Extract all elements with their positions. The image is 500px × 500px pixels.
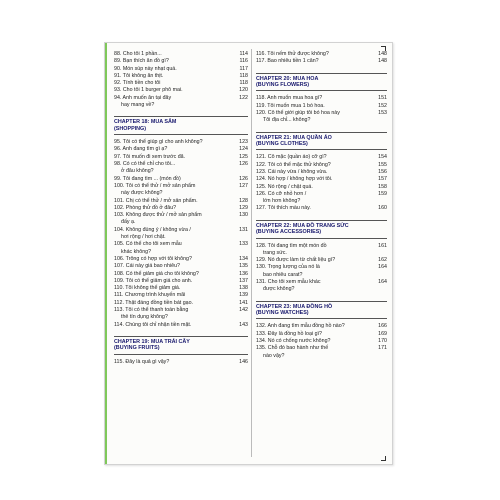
chapter-title-vi: CHAPTER 23: MUA ĐỒNG HỒ	[256, 303, 333, 310]
entry-title: 116. Tôi nếm thử được không?	[256, 51, 329, 57]
entry-title: 130. Trọng lượng của nó là	[256, 264, 320, 271]
chapter-heading	[256, 73, 387, 92]
page-number: 116	[239, 58, 248, 65]
page-number: 125	[239, 153, 248, 160]
toc-entry[interactable]	[114, 87, 248, 94]
entry-title: 115. Đây là quả gì vậy?	[114, 358, 170, 365]
page-number: 114	[239, 51, 248, 57]
chapter-title-vi: CHAPTER 21: MUA QUẦN ÁO	[256, 134, 332, 141]
entry-title: 131. Cho tôi xem mẫu khác	[256, 279, 321, 286]
toc-entry[interactable]	[114, 292, 248, 299]
toc-entry[interactable]	[256, 345, 387, 360]
entry-title: 95. Tôi có thể giúp gì cho anh không?	[114, 139, 203, 146]
chapter-title-en: (BUYING WATCHES)	[256, 310, 309, 317]
page-number: 152	[378, 102, 387, 109]
page-number: 137	[239, 277, 248, 284]
entry-title: 104. Không đúng ý / không vừa /	[114, 226, 191, 233]
toc-entry[interactable]	[114, 66, 248, 73]
entry-title-continued: ở đâu không?	[121, 168, 154, 175]
page-number: 161	[378, 242, 387, 249]
page-number: 120	[239, 87, 248, 94]
entry-title: 105. Có thể cho tôi xem mẫu	[114, 241, 182, 248]
toc-entry[interactable]	[256, 169, 387, 176]
toc-entry[interactable]	[114, 183, 248, 198]
page-number: 136	[239, 270, 248, 277]
toc-entry[interactable]	[114, 241, 248, 256]
page-number: 153	[378, 110, 387, 116]
entry-title: 124. Nó hợp / không hợp với tôi.	[256, 176, 333, 183]
entry-title: 118. Anh muốn mua hoa gì?	[256, 95, 323, 102]
toc-entry[interactable]	[114, 285, 248, 292]
page-number: 164	[378, 264, 387, 271]
entry-title: 94. Anh muốn ăn tại đây	[114, 94, 172, 101]
entry-title: 101. Chị có thể thử / mở sản phẩm.	[114, 197, 198, 204]
page-number: 118	[239, 80, 248, 87]
toc-entry[interactable]	[256, 103, 387, 110]
page-number: 169	[378, 330, 387, 337]
toc-entry[interactable]	[256, 243, 387, 258]
page-number: 148	[378, 51, 387, 57]
page-number: 158	[378, 183, 387, 190]
chapter-title-en: (BUYING ACCESSORIES)	[256, 229, 322, 236]
page-number: 139	[239, 292, 248, 299]
page-number: 118	[239, 72, 248, 79]
page-number: 148	[378, 58, 387, 65]
entry-title-continued: hơi rộng / hơi chật.	[121, 234, 166, 241]
toc-entry[interactable]	[256, 95, 387, 102]
page-number: 141	[239, 299, 248, 306]
toc-entry[interactable]	[114, 51, 248, 58]
page-number: 146	[239, 358, 248, 365]
entry-title: 100. Tôi có thể thử / mở sản phẩm	[114, 182, 196, 189]
toc-entry[interactable]	[256, 323, 387, 330]
entry-title: 98. Có có thể chỉ cho tôi...	[114, 161, 176, 168]
page-number: 164	[378, 279, 387, 286]
entry-title: 119. Tôi muốn mua 1 bó hoa.	[256, 102, 325, 109]
entry-title: 125. Nó rộng / chật quá.	[256, 183, 313, 190]
toc-entry[interactable]	[114, 154, 248, 161]
entry-title: 129. Nó được làm từ chất liệu gì?	[256, 257, 336, 264]
toc-entry[interactable]	[256, 110, 387, 125]
entry-title: 128. Tôi đang tìm một món đồ	[256, 242, 327, 249]
chapter-heading	[114, 336, 248, 355]
page-number: 155	[378, 161, 387, 168]
toc-entry[interactable]	[256, 154, 387, 161]
entry-title: 135. Chỗ đó bao hành như thế	[256, 345, 329, 352]
page-number: 142	[239, 307, 248, 314]
page-number: 160	[378, 205, 387, 212]
entry-title: 127. Tôi thích màu này.	[256, 205, 311, 212]
toc-entry[interactable]	[256, 162, 387, 169]
page-number: 133	[239, 241, 248, 248]
entry-title-continued: này được không?	[121, 190, 163, 197]
page-number: 129	[239, 204, 248, 211]
entry-title-continued: hay mang về?	[121, 102, 155, 109]
toc-entry[interactable]	[114, 307, 248, 322]
chapter-heading	[256, 301, 387, 320]
toc-entry[interactable]	[256, 176, 387, 183]
entry-title: 91. Tôi không ăn thịt.	[114, 72, 164, 79]
page-number: 138	[239, 285, 248, 292]
chapter-title-vi: CHAPTER 19: MUA TRÁI CÂY	[114, 338, 190, 345]
toc-entry[interactable]	[256, 184, 387, 191]
chapter-heading	[256, 220, 387, 239]
toc-entry[interactable]	[114, 95, 248, 110]
toc-entry[interactable]	[114, 161, 248, 176]
page-number: 127	[239, 182, 248, 189]
entry-title-continued: được không?	[263, 286, 295, 293]
page-number: 162	[378, 257, 387, 264]
entry-title: 112. Thật đáng đồng tiền bát gạo.	[114, 299, 194, 306]
toc-entry[interactable]	[114, 271, 248, 278]
page-number: 130	[239, 212, 248, 219]
page-number: 134	[239, 255, 248, 262]
toc-entry[interactable]	[256, 205, 387, 212]
toc-entry[interactable]	[114, 139, 248, 146]
page-number: 128	[239, 197, 248, 204]
page-number: 123	[239, 139, 248, 146]
toc-entry[interactable]	[256, 279, 387, 294]
chapter-title-en: (BUYING FLOWERS)	[256, 82, 310, 88]
toc-entry[interactable]	[114, 256, 248, 263]
chapter-title-en: (BUYING FRUITS)	[114, 345, 160, 352]
toc-entry[interactable]	[256, 58, 387, 65]
toc-entry[interactable]	[114, 73, 248, 80]
toc-entry[interactable]	[114, 146, 248, 153]
entry-title: 111. Chương trình khuyến mãi	[114, 292, 186, 299]
page-number: 122	[239, 94, 248, 101]
entry-title: 121. Cô mặc (quần áo) cỡ gì?	[256, 154, 327, 161]
entry-title-continued: nào vậy?	[263, 352, 285, 359]
entry-title: 134. Nó có chống nước không?	[256, 338, 331, 345]
page-number: 159	[378, 190, 387, 197]
entry-title: 133. Đây là đồng hồ loại gì?	[256, 330, 322, 337]
entry-title-continued: bao nhiêu carat?	[263, 271, 303, 278]
entry-title: 126. Có cỡ nhỏ hơn /	[256, 190, 307, 197]
toc-entry[interactable]	[114, 80, 248, 87]
page-number: 135	[239, 263, 248, 270]
entry-title: 117. Bao nhiêu tiền 1 cân?	[256, 58, 319, 65]
page-number: 131	[239, 226, 248, 233]
entry-title: 109. Tôi có thể giảm giá cho anh.	[114, 277, 193, 284]
entry-title: 99. Tôi đang tìm ... (món đồ)	[114, 175, 181, 182]
chapter-title-en: (SHOPPING)	[114, 125, 147, 132]
entry-title: 107. Cái này giá bao nhiêu?	[114, 263, 180, 270]
entry-title: 110. Tôi không thể giảm giá.	[114, 285, 181, 292]
toc-entry[interactable]	[114, 227, 248, 242]
entry-title: 102. Phòng thử đồ ở đâu?	[114, 204, 177, 211]
entry-title: 132. Anh đang tìm mẫu đồng hồ nào?	[256, 323, 345, 330]
chapter-title-vi: CHAPTER 18: MUA SẮM	[114, 119, 177, 126]
toc-entry[interactable]	[114, 212, 248, 227]
entry-title: 114. Chúng tôi chỉ nhận tiền mặt.	[114, 321, 192, 328]
page-number: 126	[239, 175, 248, 182]
page-number: 126	[239, 161, 248, 168]
toc-entry[interactable]	[114, 176, 248, 183]
page-number: 154	[378, 154, 387, 161]
toc-entry[interactable]	[114, 263, 248, 270]
page-number: 143	[239, 321, 248, 328]
toc-right-column	[256, 51, 387, 360]
entry-title: 122. Tôi có thể mặc thử không?	[256, 161, 331, 168]
toc-entry[interactable]	[114, 58, 248, 65]
page-number: 124	[239, 146, 248, 153]
page-number: 170	[378, 338, 387, 345]
chapter-heading	[256, 132, 387, 151]
toc-entry[interactable]	[114, 359, 248, 366]
toc-entry[interactable]	[256, 331, 387, 338]
toc-left-column	[114, 51, 248, 366]
entry-title: 113. Tôi có thể thanh toán bằng	[114, 307, 189, 314]
entry-title-continued: Tôi địa chỉ... không?	[263, 117, 311, 124]
page-number: 166	[378, 323, 387, 330]
toc-entry[interactable]	[256, 191, 387, 206]
book-page	[104, 42, 393, 465]
entry-title: 106. Trông có hợp với tôi không?	[114, 255, 192, 262]
entry-title-continued: thẻ tín dụng không?	[121, 314, 168, 321]
toc-entry[interactable]	[114, 198, 248, 205]
chapter-title-en: (BUYING CLOTHES)	[256, 141, 308, 147]
column-divider	[251, 49, 252, 457]
chapter-heading	[114, 116, 248, 135]
entry-title: 108. Có thể giảm giá cho tôi không?	[114, 270, 199, 277]
page-number: 117	[239, 65, 248, 72]
entry-title: 92. Tính tiền cho tôi	[114, 80, 161, 87]
entry-title: 88. Cho tôi 1 phần...	[114, 51, 162, 57]
page-edge-strip	[105, 43, 107, 464]
entry-title-continued: đấy ạ.	[121, 219, 136, 226]
entry-title: 96. Anh đang tìm gì ạ?	[114, 146, 168, 153]
crop-mark-bottom-right	[381, 456, 386, 461]
entry-title-continued: trang sức.	[263, 249, 287, 256]
toc-entry[interactable]	[256, 51, 387, 58]
toc-entry[interactable]	[114, 300, 248, 307]
page-number: 156	[378, 169, 387, 175]
page-number: 157	[378, 176, 387, 183]
entry-title-continued: lớn hơn không?	[263, 198, 301, 205]
entry-title: 97. Tôi muốn đi xem trước đã.	[114, 153, 186, 160]
entry-title-continued: khác không?	[121, 248, 152, 255]
entry-title: 123. Cái này vừa / không vừa.	[256, 169, 328, 175]
chapter-title-vi: CHAPTER 20: MUA HOA	[256, 75, 319, 82]
entry-title: 93. Cho tôi 1 burger phô mai.	[114, 87, 183, 94]
entry-title: 90. Món súp này nhạt quá.	[114, 65, 177, 72]
entry-title: 120. Cô thể giới giúp tôi bó hoa này	[256, 110, 340, 116]
page-number: 151	[378, 95, 387, 102]
entry-title: 103. Không được thử / mở sản phẩm	[114, 212, 202, 219]
page-number: 171	[378, 345, 387, 352]
toc-entry[interactable]	[114, 322, 248, 329]
entry-title: 89. Bạn thích ăn đồ gì?	[114, 58, 169, 65]
toc-entry[interactable]	[256, 264, 387, 279]
chapter-title-vi: CHAPTER 22: MUA ĐỒ TRANG SỨC	[256, 222, 349, 229]
